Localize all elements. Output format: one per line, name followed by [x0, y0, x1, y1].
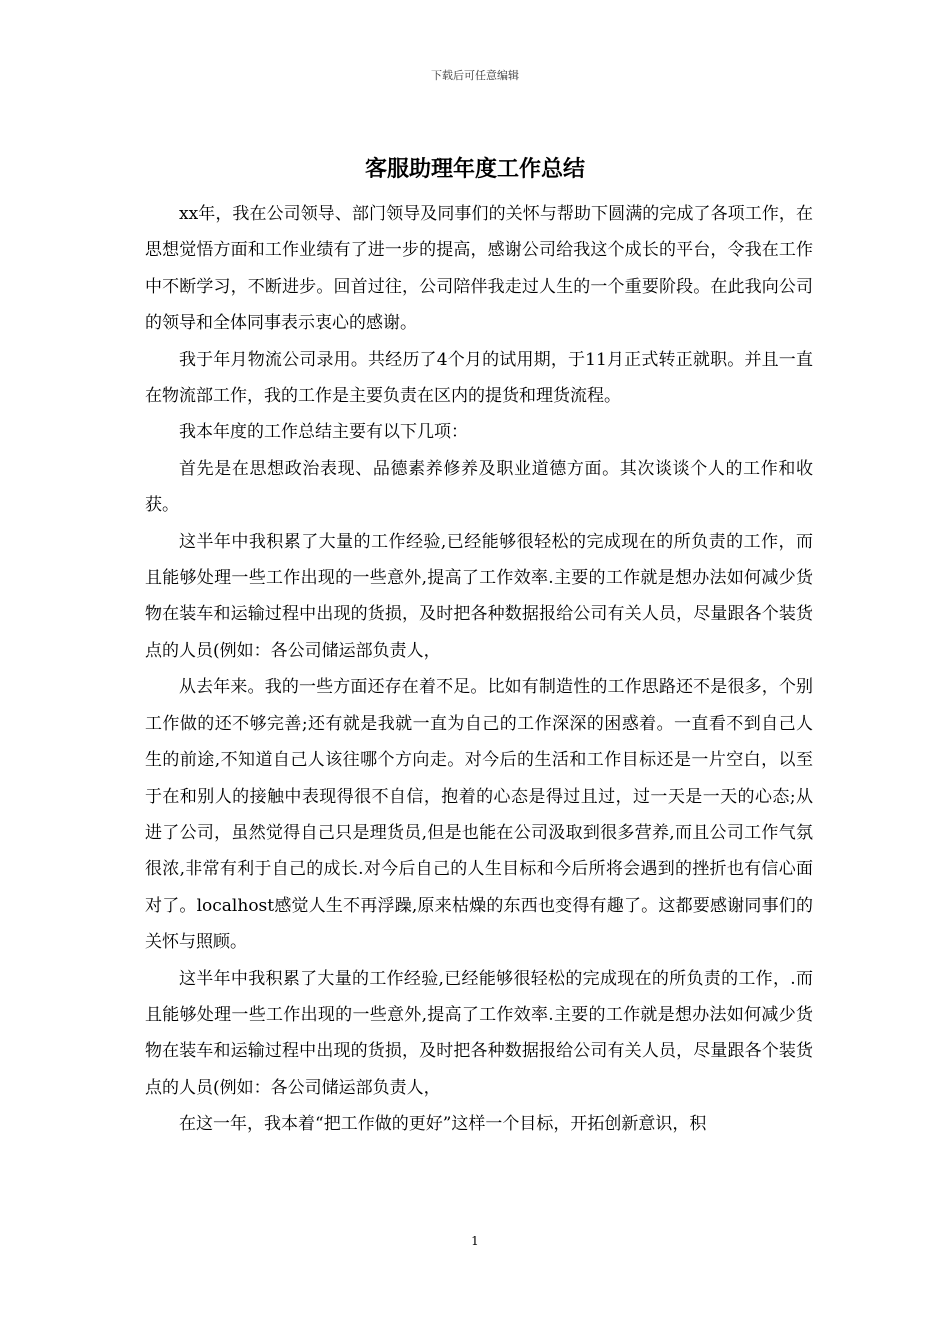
page-number: 1	[471, 1234, 479, 1248]
document-title: 客服助理年度工作总结	[364, 156, 585, 182]
paragraph-3: 我本年度的工作总结主要有以下几项：	[179, 422, 468, 443]
header-note: 下载后可任意编辑	[431, 69, 519, 82]
paragraph-2: 我于年月物流公司录用。共经历了4个月的试用期，于11月正式转正就职。并且一直在物流部工作，我的工作是主要负责在区内的提货和理货流程。	[145, 349, 813, 407]
paragraph-5: 这半年中我积累了大量的工作经验,已经能够很轻松的完成现在的所负责的工作，而且能够处理一些工作出现的一些意外,提高了工作效率.主要的工作就是想办法如何减少货物在装车和运输过程中出现的货损，及时把各种数据报给公司有关人员，尽量跟各个装货点的人员(例如：各公司储运部负责人，	[145, 531, 813, 661]
paragraph-4: 首先是在思想政治表现、品德素养修养及职业道德方面。其次谈谈个人的工作和收获。	[145, 458, 813, 516]
paragraph-8: 在这一年，我本着“把工作做的更好”这样一个目标，开拓创新意识，积	[179, 1114, 707, 1135]
paragraph-7: 这半年中我积累了大量的工作经验,已经能够很轻松的完成现在的所负责的工作，.而且能够处理一些工作出现的一些意外,提高了工作效率.主要的工作就是想办法如何减少货物在装车和运输过程中出现的货损，及时把各种数据报给公司有关人员，尽量跟各个装货点的人员(例如：各公司储运部负责人，	[145, 968, 813, 1098]
document-body	[145, 196, 813, 1143]
paragraph-6: 从去年来。我的一些方面还存在着不足。比如有制造性的工作思路还不是很多，个别工作做的还不够完善;还有就是我就一直为自己的工作深深的困惑着。一直看不到自己人生的前途,不知道自己人该往哪个方向走。对今后的生活和工作目标还是一片空白，以至于在和别人的接触中表现得很不自信，抱着的心态是得过且过，过一天是一天的心态;从进了公司，虽然觉得自己只是理货员,但是也能在公司汲取到很多营养,而且公司工作气氛很浓,非常有利于自己的成长.对今后自己的人生目标和今后所将会遇到的挫折也有信心面对了。localhost感觉人生不再浮躁,原来枯燥的东西也变得有趣了。这都要感谢同事们的关怀与照顾。	[145, 677, 813, 953]
paragraph-1: xx年，我在公司领导、部门领导及同事们的关怀与帮助下圆满的完成了各项工作，在思想觉悟方面和工作业绩有了进一步的提高，感谢公司给我这个成长的平台，令我在工作中不断学习，不断进步。回首过往，公司陪伴我走过人生的一个重要阶段。在此我向公司的领导和全体同事表示衷心的感谢。	[145, 204, 813, 334]
